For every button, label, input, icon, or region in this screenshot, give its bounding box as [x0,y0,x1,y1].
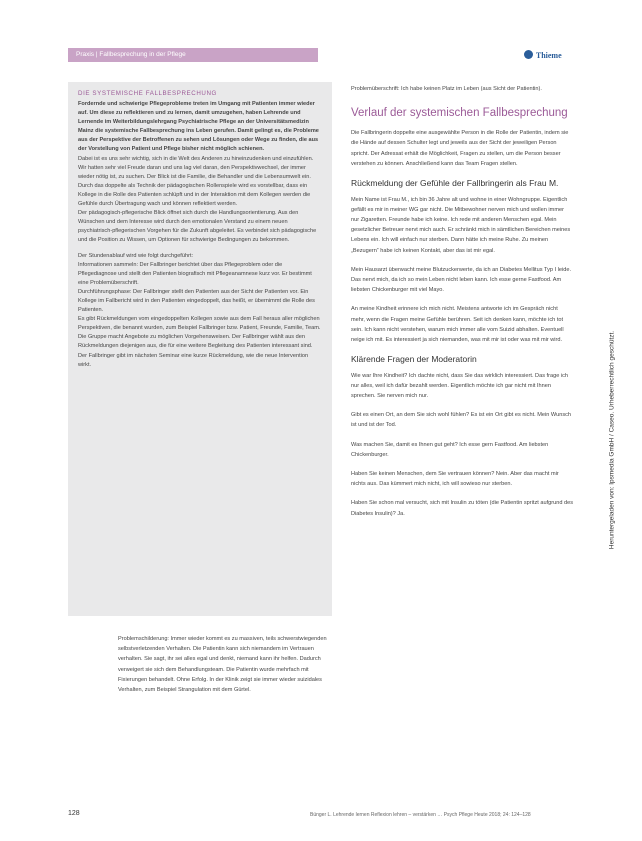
left-column [118,634,330,695]
subheading: Rückmeldung der Gefühle der Fallbringerin als Frau M. [351,178,559,189]
right-column [351,84,573,528]
section-header-bar: Praxis | Fallbesprechung in der Pflege [68,48,318,62]
info-box-paragraph: Der pädagogisch-pflegerische Blick öffnet sich durch die Handlungsorientierung. Aus den Wünschen und dem Interesse wird durch den emotionalen Verstand zu einem neuen psychiatrisch-pflegerischen Vorgehen für die Zukunft abgeleitet. Es verbindet sich pädagogische und die Position zu Wissen, um Optionen für schwierige Bedingungen zu bekommen. [78,210,317,244]
body-paragraph: Haben Sie keinen Menschen, dem Sie vertrauen können? Nein. Aber das macht mir nichts aus. Das kümmert mich nicht, ich will sowieso nur sterben. [351,471,559,488]
info-box-paragraph: Der Stundenablauf wird wie folgt durchgeführt: [78,252,194,259]
citation-footer: Bünger L. Lehrende lernen Reflexion lehren – verstärken … Psych Pflege Heute 2018; 24: 124–128 [310,812,531,818]
body-paragraph: Haben Sie schon mal versucht, sich mit Insulin zu töten (die Patientin spritzt aufgrund des Diabetes Insulin)? Ja. [351,500,573,517]
info-box-paragraph: Fordernde und schwierige Pflegeprobleme treten im Umgang mit Patienten immer wieder auf. Um diese zu reflektieren und zu lernen, damit umzugehen, haben Lehrende und Lernende im Weiterbildungslehrgang Psychiatrische Pflege an der Universitätsmedizin Mainz die systemische Fallbesprechung ins Leben gerufen. Damit gelingt es, die Probleme aus der Perspektive der Betroffenen zu sehen und Lösungen oder Wege zu finden, die aus der Vorstellung von Patient und Pflege bisher nicht möglich schienen. [78,101,319,153]
info-box-paragraph: Es gibt Rückmeldungen vom eingedoppelten Kollegen sowie aus dem Fall heraus aller möglichen Perspektiven, die benannt wurden, zum Beispiel Fallbringer bzw. Patient, Freunde, Familie, Team. Die Gruppe macht Angebote zu möglichen Vorgehensweisen. Der Fallbringer wählt aus den Rückmeldungen diejenigen aus, die für eine weitere Begleitung des Patienten interessant sind. Der Fallbringer gibt im nächsten Seminar eine kurze Rückmeldung, wie die neue Intervention wirkt. [78,316,321,368]
page-number: 128 [68,810,80,817]
subheading: Klärende Fragen der Moderatorin [351,354,477,365]
body-paragraph: Mein Name ist Frau M., ich bin 36 Jahre alt und wohne in einer Wohngruppe. Eigentlich gefällt es mir in meiner WG gar nicht. Die Mitbewohner nerven mich und wollen immer nur Zigaretten. Freunde habe ich keine. Ich rede mit anderen Menschen egal. Mein gesetzlicher Betreuer nervt mich auch. Er schränkt mich in sämtlichen Bereichen meines Lebens ein. Ich will einfach nur sterben. Dann hätte ich meine Ruhe. Zu meinen „Bezugern“ habe ich keinen Kontakt, aber das ist mir egal. [351,196,571,254]
publisher-logo [524,50,562,60]
publisher-logo-text: Thieme [535,51,562,60]
body-paragraph: Die Fallbringerin doppelte eine ausgewählte Person in die Rolle der Patientin, indem sie die Hände auf dessen Schulter legt und jeweils aus der Sicht der jeweiligen Person spricht. Der Adressat erhält die Möglichkeit, Fragen zu stellen, um die Person besser verstehen zu können. Anschließend kann das Team Fragen stellen. [351,130,569,167]
download-notice-text: Heruntergeladen von: Ipsmedia GmbH / Caseo. Urheberrechtlich geschützt. [608,330,616,550]
info-box-paragraph: Dabei ist es uns sehr wichtig, sich in die Welt des Anderen zu hineinzudenken und einzufühlen. Wir hatten sehr viel Freude daran und uns lag viel daran, den Perspektivwechsel, der immer wieder nötig ist, zu suchen. Der Blick ist die Familie, die Behandler und die Lebensumwelt ein. Durch das doppelte als Technik der pädagogischen Rollenspiele wird es vorstellbar, dass ein Kollege in die Rolle des Patienten schlüpft und in der Interaktion mit dem Kollegen werden die Gefühle durch Übertragung wach und können reflektiert werden. [78,155,314,208]
section-heading: Verlauf der systemischen Fallbesprechung [351,107,568,120]
publisher-logo-icon [524,50,533,59]
body-paragraph: Wie war Ihre Kindheit? Ich dachte nicht, dass Sie das wirklich interessiert. Das frage ich nur alles, weil ich dafür bezahlt werden. Eigentlich möchte ich gar nicht mit Ihnen sprechen. Sie nerven mich nur. [351,372,569,400]
info-box [68,82,332,616]
problem-title: Problemüberschrift: Ich habe keinen Platz im Leben (aus Sicht der Patientin). [351,86,542,92]
body-paragraph: Gibt es einen Ort, an dem Sie sich wohl fühlen? Es ist ein Ort gibt es nicht. Mein Wunsch ist und ist der Tod. [351,412,572,429]
body-paragraph: Was machen Sie, damit es Ihnen gut geht? Ich esse gern Fastfood. Am liebsten Chickenburger. [351,441,549,458]
body-paragraph: An meine Kindheit erinnere ich mich nicht. Meistens antworte ich im Gespräch nicht mehr, wenn die Fragen meine Gefühle berühren. Seit ich denken kann, möchte ich tot sein. Ich kann nicht verstehen, warum mich immer alle vom Suizid abhalten. Eventuell neige ich mit. Es interessiert ja sich niemanden, was mit mir ist oder was mit mir wird. [351,306,564,343]
body-paragraph: Mein Hausarzt überwacht meine Blutzuckerwerte, da ich an Diabetes Mellitus Typ I leide. Das nervt mich, da ich so mein Leben nicht leben kann. Ich esse gerne Fastfood. Am liebsten Chickenburger mit viel Mayo. [351,266,572,294]
info-box-paragraph: Informationen sammeln: Der Fallbringer berichtet über das Pflegeproblem oder die Pflegediagnose und stellt den Patienten biografisch mit Pflegeanamnese kurz vor. Er bestimmt eine Problemüberschrift. [78,261,312,286]
info-box-title: DIE SYSTEMISCHE FALLBESPRECHUNG [78,90,217,97]
info-box-paragraph: Durchführungsphase: Der Fallbringer stellt den Patienten aus der Sicht der Patienten vor. Ein Kollege im Fallbericht wird in den Patienten eingedoppelt, das heißt, er übernimmt die Rolle des Patienten. [78,288,315,314]
problem-description: Problemschilderung: Immer wieder kommt es zu massiven, teils schwerstwiegenden selbstverletzenden Verhalten. Die Patientin kann sich niemandem im Vertrauen verhalten. Sie sagt, ihr sei alles egal und denkt, niemand kann ihr helfen. Dadurch verweigert sie sich dem Behandlungsteam. Die Patientin wurde mehrfach mit Fixierungen behandelt. Ohne Erfolg. In der Klinik zeigt sie immer wieder suizidales Verhalten, zum Beispiel Strangulation mit dem Gürtel. [118,636,327,694]
